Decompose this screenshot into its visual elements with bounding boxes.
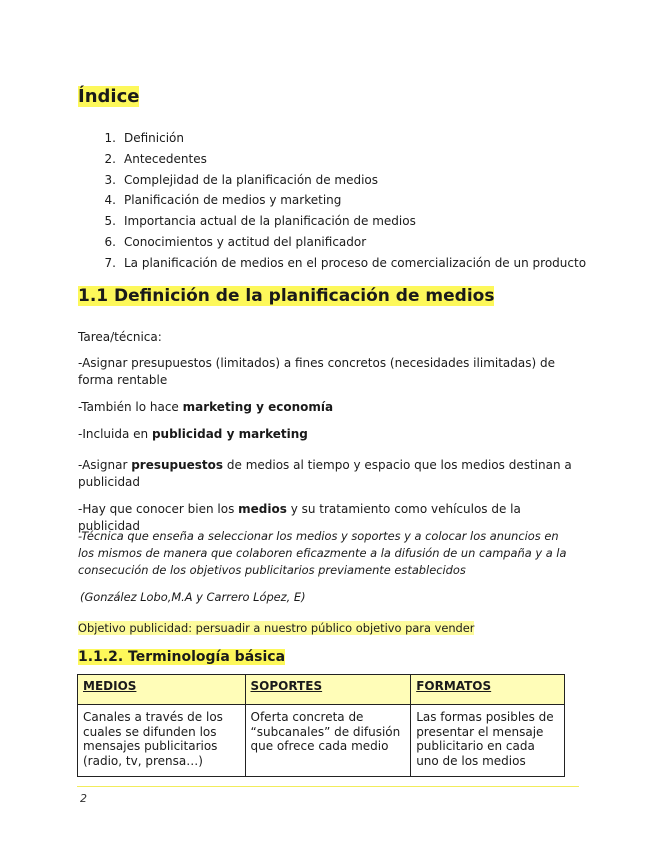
citation: (González Lobo,M.A y Carrero López, E) [80,590,306,604]
list-item: 6. Conocimientos y actitud del planificador [104,234,367,249]
list-item: 4. Planificación de medios y marketing [104,193,342,208]
list-item: 3. Complejidad de la planificación de medios [104,172,379,187]
subsection-heading: 1.1.2. Terminología básica [78,649,286,665]
paragraph-media: -Hay que conocer bien los medios y su tratamiento como vehículos de la publicidad [78,502,521,533]
paragraph-advertising: -Incluida en publicidad y marketing [78,427,308,441]
column-header-formatos: FORMATOS [411,675,565,705]
table-header-row [78,675,565,705]
table-cell: Oferta concreta de “subcanales” de difusión que ofrece cada medio [245,705,411,777]
page-number: 2 [80,792,87,805]
table-cell: Las formas posibles de presentar el mensaje publicitario en cada uno de los medios [411,705,565,777]
paragraph-budget: -Asignar presupuestos (limitados) a fines concretos (necesidades ilimitadas) de forma rentable [78,356,555,387]
objective-note: Objetivo publicidad: persuadir a nuestro público objetivo para vender [78,621,475,635]
index-list [78,128,586,274]
paragraph-marketing: -También lo hace marketing y economía [78,400,334,414]
section-heading: 1.1 Definición de la planificación de medios [78,286,495,306]
intro-text: Tarea/técnica: [78,330,162,344]
list-item: 5. Importancia actual de la planificación de medios [104,214,416,229]
list-item: 1. Definición [104,131,184,145]
index-heading: Índice [78,86,140,107]
column-header-soportes: SOPORTES [245,675,411,705]
paragraph-assign: -Asignar presupuestos de medios al tiempo y espacio que los medios destinan a publicidad [78,458,572,489]
list-item: 2. Antecedentes [104,151,207,166]
table-cell: Canales a través de los cuales se difunden los mensajes publicitarios (radio, tv, prensa…) [78,705,246,777]
definition-quote: -Técnica que enseña a seleccionar los medios y soportes y a colocar los anuncios en los mismos de manera que colaboren eficazmente a la difusión de un campaña y a la consecución de los objetivos publicitarios previamente establecidos [78,529,567,577]
list-item: 7. La planificación de medios en el proceso de comercialización de un producto [104,255,587,270]
footer-divider [77,786,579,787]
table-row [78,705,565,777]
terminology-table [77,674,565,777]
column-header-medios: MEDIOS [78,675,246,705]
